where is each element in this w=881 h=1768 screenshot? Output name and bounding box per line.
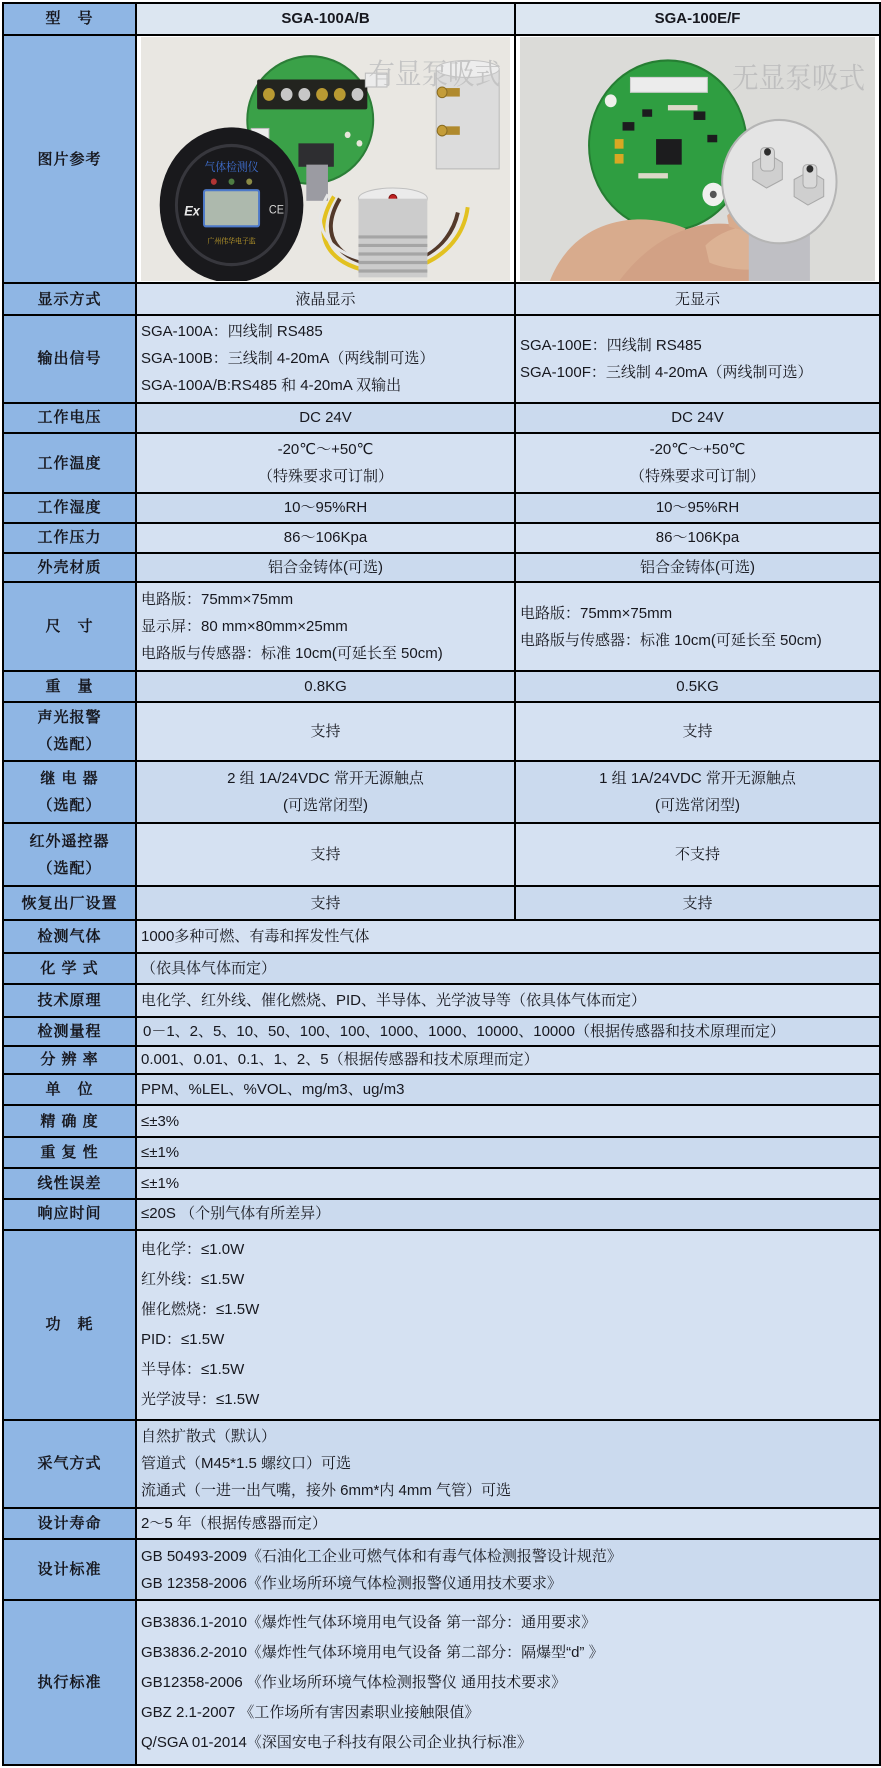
row-value-a: 10～95%RH xyxy=(136,493,515,523)
row-label: 化 学 式 xyxy=(3,953,136,984)
row-label: 检测量程 xyxy=(3,1017,136,1046)
spec-row-display xyxy=(3,283,880,315)
spec-row-resolution xyxy=(3,1046,880,1075)
row-label: 重 复 性 xyxy=(3,1137,136,1168)
row-label: 工作温度 xyxy=(3,433,136,493)
spec-row-alarm xyxy=(3,702,880,762)
spec-row-lifespan xyxy=(3,1508,880,1539)
row-value-a: -20℃～+50℃ （特殊要求可订制） xyxy=(136,433,515,493)
spec-row-weight xyxy=(3,671,880,702)
row-label: 继 电 器 （选配） xyxy=(3,761,136,823)
spec-row-principle xyxy=(3,984,880,1017)
spec-row-range xyxy=(3,1017,880,1046)
row-label: 检测气体 xyxy=(3,920,136,953)
row-value-a: 86～106Kpa xyxy=(136,523,515,553)
row-value-a: SGA-100A：四线制 RS485 SGA-100B：三线制 4-20mA（两线制可选） SGA-100A/B:RS485 和 4-20mA 双输出 xyxy=(136,315,515,402)
row-label: 设计寿命 xyxy=(3,1508,136,1539)
row-label: 声光报警 （选配） xyxy=(3,702,136,762)
header-model-b: SGA-100E/F xyxy=(515,3,880,35)
watermark-text-right: 无显泵吸式 xyxy=(732,61,866,95)
row-value-b: 无显示 xyxy=(515,283,880,315)
spec-row-temperature xyxy=(3,433,880,493)
svg-text:气体检测仪: 气体检测仪 xyxy=(204,161,259,174)
row-value-a: 0.8KG xyxy=(136,671,515,702)
row-value-b: 支持 xyxy=(515,702,880,762)
row-value-a: 铝合金铸体(可选) xyxy=(136,553,515,583)
row-value-a: 液晶显示 xyxy=(136,283,515,315)
row-label: 重 量 xyxy=(3,671,136,702)
row-value-b: 1 组 1A/24VDC 常开无源触点 (可选常闭型) xyxy=(515,761,880,823)
row-value-a: 支持 xyxy=(136,823,515,887)
row-label: 响应时间 xyxy=(3,1199,136,1230)
spec-row-housing xyxy=(3,553,880,583)
row-value-a: 支持 xyxy=(136,702,515,762)
row-value-a: 支持 xyxy=(136,886,515,920)
spec-row-humidity xyxy=(3,493,880,523)
product-photo-left xyxy=(141,37,510,282)
spec-row-units xyxy=(3,1074,880,1105)
spec-row-relay xyxy=(3,761,880,823)
header-model-a: SGA-100A/B xyxy=(136,3,515,35)
row-value: ≤±1% xyxy=(136,1137,880,1168)
spec-row-formula xyxy=(3,953,880,984)
spec-row-output-signal xyxy=(3,315,880,402)
row-value: ≤±1% xyxy=(136,1168,880,1199)
row-value: 1000多种可燃、有毒和挥发性气体 xyxy=(136,920,880,953)
row-value-b: 86～106Kpa xyxy=(515,523,880,553)
svg-text:广州伟华电子监: 广州伟华电子监 xyxy=(207,236,256,246)
row-value-b: 铝合金铸体(可选) xyxy=(515,553,880,583)
spec-row-factory-reset xyxy=(3,886,880,920)
product-photo-right-illustration xyxy=(520,37,875,282)
row-label: 红外遥控器 （选配） xyxy=(3,823,136,887)
spec-row-power xyxy=(3,1230,880,1420)
spec-row-design-standards xyxy=(3,1539,880,1601)
row-label: 尺 寸 xyxy=(3,582,136,670)
row-label: 分 辨 率 xyxy=(3,1046,136,1075)
product-photo-left-illustration xyxy=(141,37,510,282)
row-label: 工作压力 xyxy=(3,523,136,553)
row-value: 2～5 年（根据传感器而定） xyxy=(136,1508,880,1539)
photo-row-label: 图片参考 xyxy=(3,35,136,284)
row-value-b: -20℃～+50℃ （特殊要求可订制） xyxy=(515,433,880,493)
row-value: GB3836.1-2010《爆炸性气体环境用电气设备 第一部分：通用要求》 GB3836.2-2010《爆炸性气体环境用电气设备 第二部分：隔爆型“d” 》 GB12358-2006 《作业场所环境气体检测报警仪 通用技术要求》 GBZ 2.1-2007 《工作场所有害因素职业接触限值》 Q/SGA 01-2014《深国安电子科技有限公司企业执行标准》 xyxy=(136,1600,880,1765)
row-label: 工作湿度 xyxy=(3,493,136,523)
product-photo-right xyxy=(520,37,875,282)
header-model-label: 型 号 xyxy=(3,3,136,35)
row-value: GB 50493-2009《石油化工企业可燃气体和有毒气体检测报警设计规范》 GB 12358-2006《作业场所环境气体检测报警仪通用技术要求》 xyxy=(136,1539,880,1601)
row-value-b: 支持 xyxy=(515,886,880,920)
spec-row-sampling xyxy=(3,1420,880,1508)
row-value: 电化学、红外线、催化燃烧、PID、半导体、光学波导等（依具体气体而定） xyxy=(136,984,880,1017)
row-label: 设计标准 xyxy=(3,1539,136,1601)
row-value-a: DC 24V xyxy=(136,403,515,434)
row-value-b: 电路版：75mm×75mm 电路版与传感器：标准 10cm(可延长至 50cm) xyxy=(515,582,880,670)
header-row xyxy=(3,3,880,35)
row-value-b: DC 24V xyxy=(515,403,880,434)
row-value-a: 电路版：75mm×75mm 显示屏：80 mm×80mm×25mm 电路版与传感器：标准 10cm(可延长至 50cm) xyxy=(136,582,515,670)
row-label: 技术原理 xyxy=(3,984,136,1017)
row-value-b: 不支持 xyxy=(515,823,880,887)
row-label: 精 确 度 xyxy=(3,1105,136,1137)
watermark-text-left: 有显泵吸式 xyxy=(368,57,502,90)
spec-row-remote xyxy=(3,823,880,887)
spec-row-response xyxy=(3,1199,880,1230)
row-value-b: 0.5KG xyxy=(515,671,880,702)
spec-row-gases xyxy=(3,920,880,953)
row-label: 工作电压 xyxy=(3,403,136,434)
row-value-a: 2 组 1A/24VDC 常开无源触点 (可选常闭型) xyxy=(136,761,515,823)
spec-row-accuracy xyxy=(3,1105,880,1137)
row-label: 恢复出厂设置 xyxy=(3,886,136,920)
row-value: 电化学：≤1.0W 红外线：≤1.5W 催化燃烧：≤1.5W PID：≤1.5W 半导体：≤1.5W 光学波导：≤1.5W xyxy=(136,1230,880,1420)
row-label: 采气方式 xyxy=(3,1420,136,1508)
row-value-b: 10～95%RH xyxy=(515,493,880,523)
spec-table xyxy=(2,2,881,1766)
row-label: 线性误差 xyxy=(3,1168,136,1199)
spec-row-dimensions xyxy=(3,582,880,670)
photo-row xyxy=(3,35,880,284)
spec-row-exec-standards xyxy=(3,1600,880,1765)
spec-row-repeatability xyxy=(3,1137,880,1168)
row-label: 功 耗 xyxy=(3,1230,136,1420)
svg-text:Ex: Ex xyxy=(184,203,200,219)
row-value: PPM、%LEL、%VOL、mg/m3、ug/m3 xyxy=(136,1074,880,1105)
row-value: 自然扩散式（默认） 管道式（M45*1.5 螺纹口）可选 流通式（一进一出气嘴，接外 6mm*内 4mm 气管）可选 xyxy=(136,1420,880,1508)
row-value-b: SGA-100E：四线制 RS485 SGA-100F：三线制 4-20mA（两线制可选） xyxy=(515,315,880,402)
spec-row-linearity xyxy=(3,1168,880,1199)
row-label: 单 位 xyxy=(3,1074,136,1105)
row-value: ≤20S （个别气体有所差异） xyxy=(136,1199,880,1230)
row-label: 执行标准 xyxy=(3,1600,136,1765)
row-label: 显示方式 xyxy=(3,283,136,315)
row-value: 0－1、2、5、10、50、100、100、1000、1000、10000、10000（根据传感器和技术原理而定） xyxy=(136,1017,880,1046)
row-label: 输出信号 xyxy=(3,315,136,402)
row-value: 0.001、0.01、0.1、1、2、5（根据传感器和技术原理而定） xyxy=(136,1046,880,1075)
spec-row-pressure xyxy=(3,523,880,553)
row-value: ≤±3% xyxy=(136,1105,880,1137)
row-label: 外壳材质 xyxy=(3,553,136,583)
svg-text:CE: CE xyxy=(268,204,284,217)
row-value: （依具体气体而定） xyxy=(136,953,880,984)
spec-row-voltage xyxy=(3,403,880,434)
